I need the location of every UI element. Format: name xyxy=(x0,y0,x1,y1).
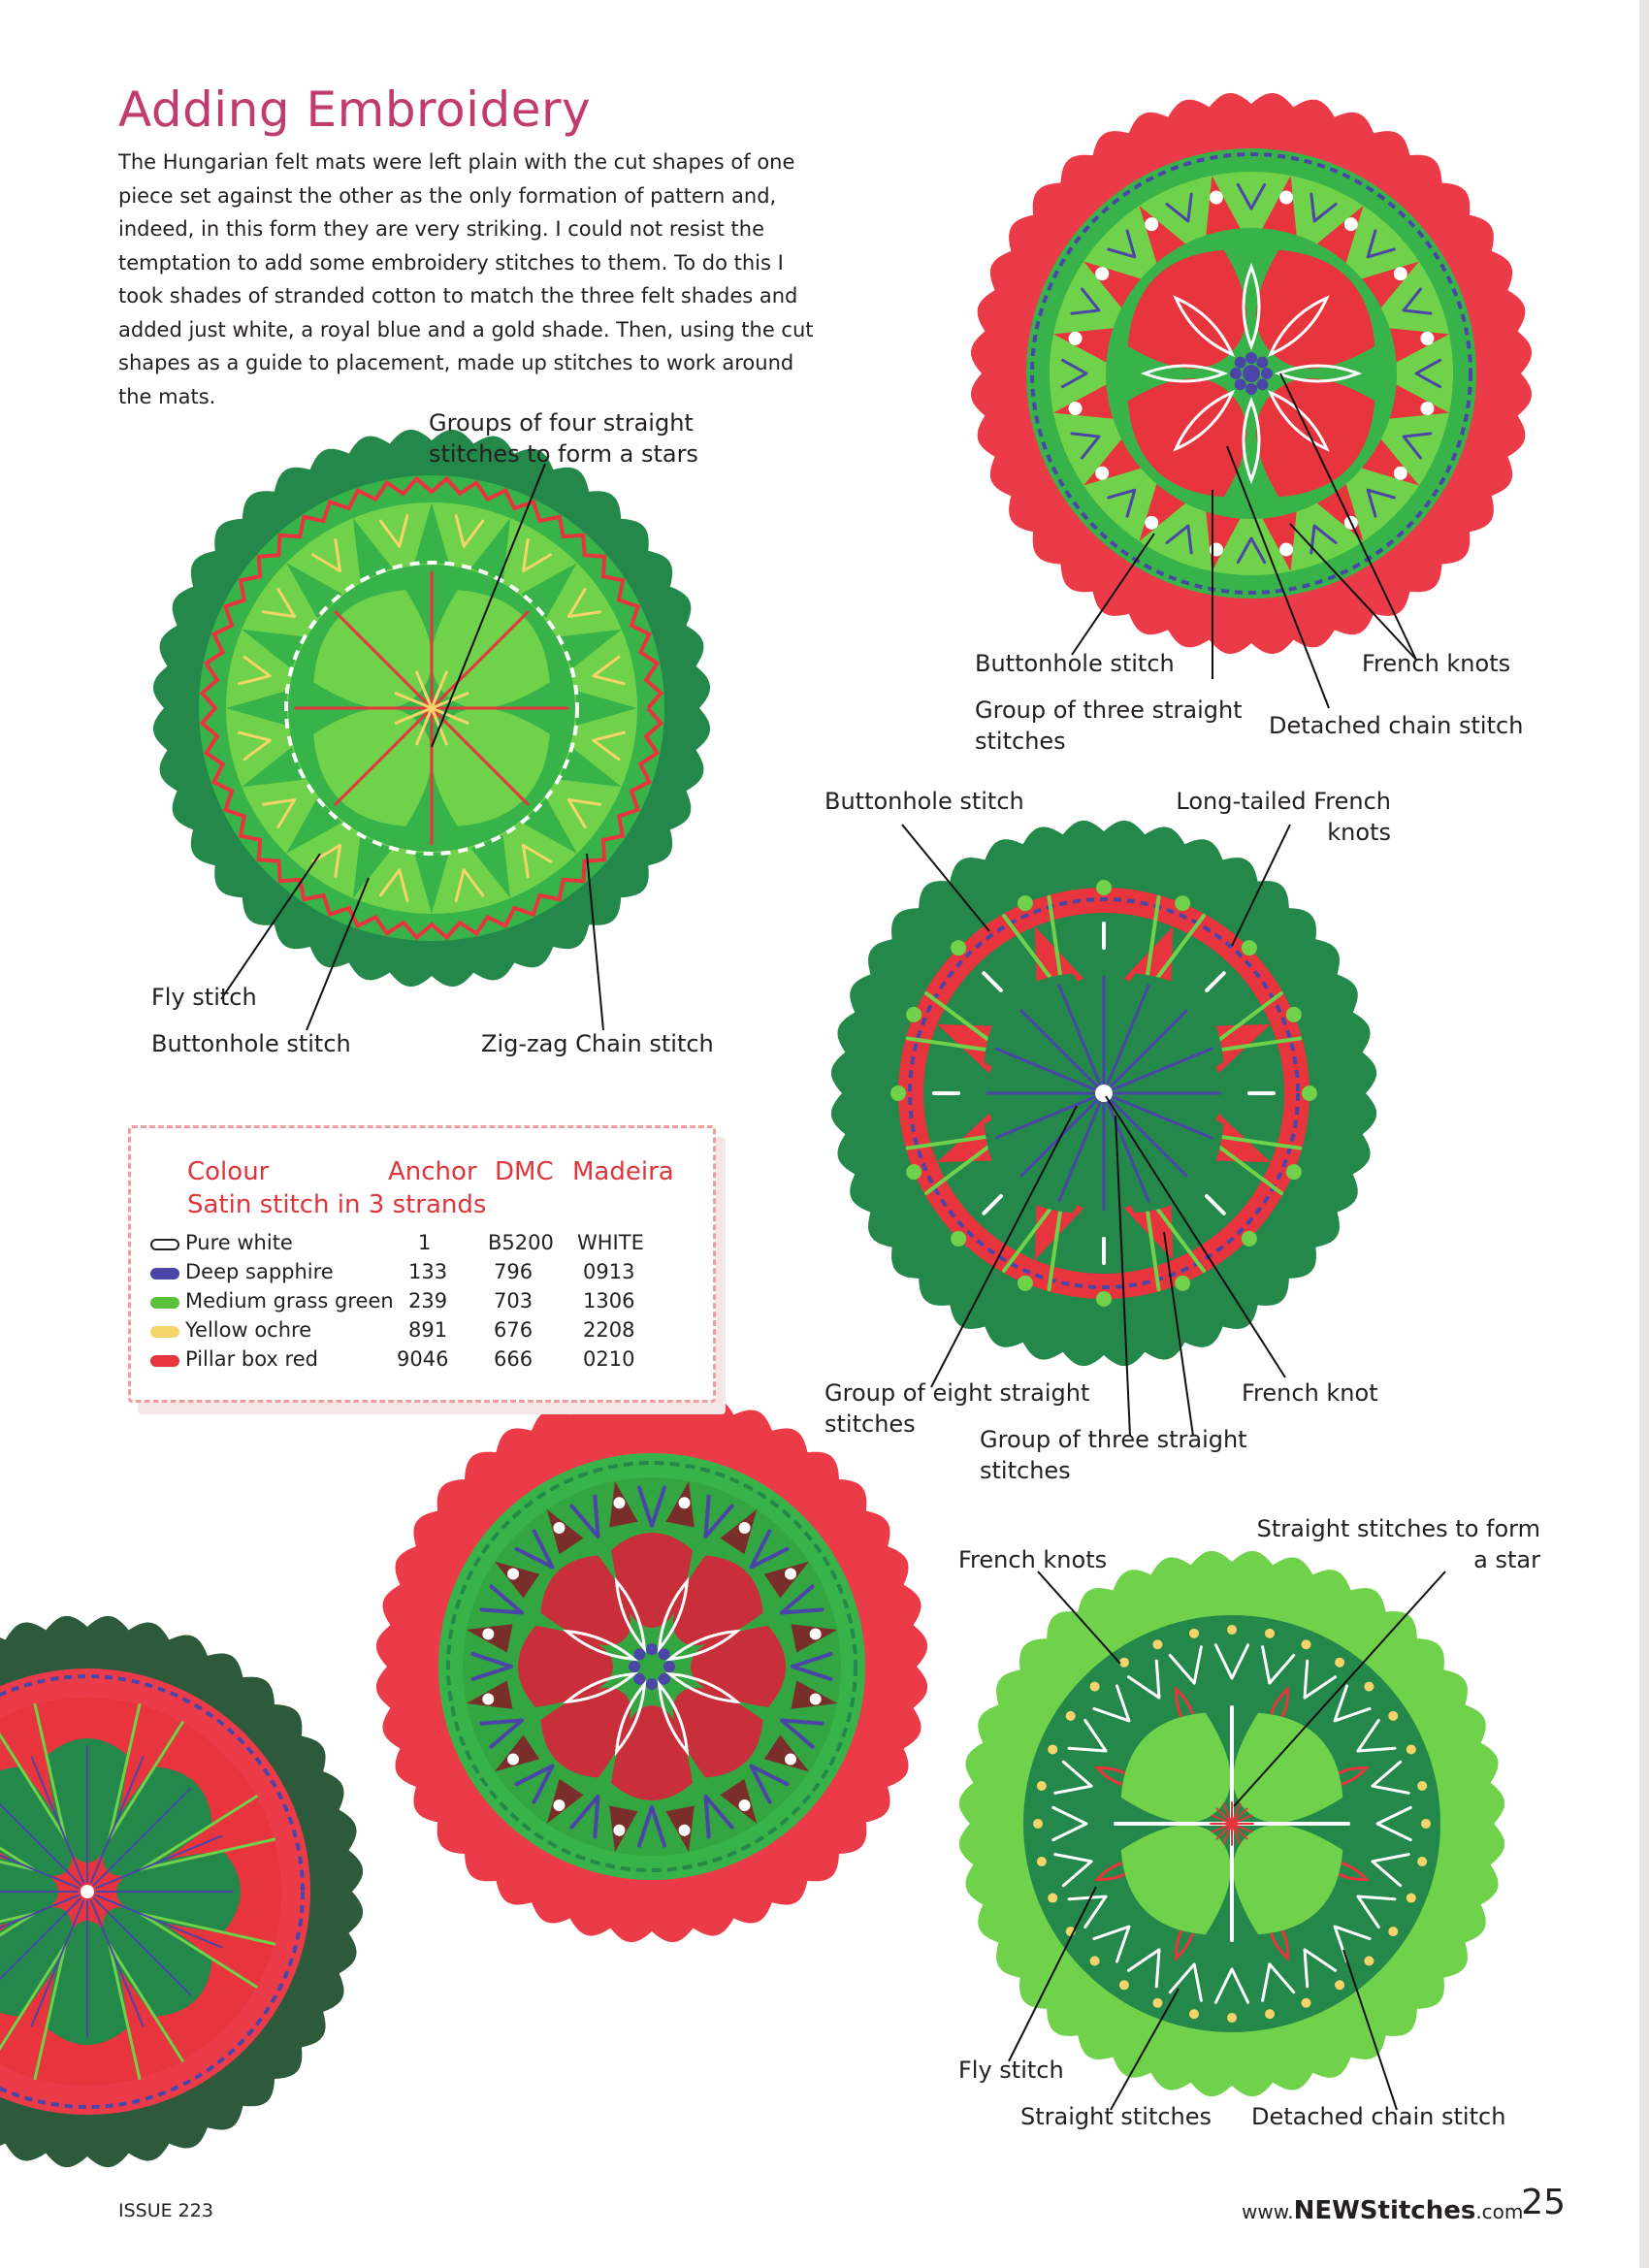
key-row xyxy=(150,1347,694,1377)
key-colour-name: Deep sapphire xyxy=(185,1260,334,1283)
key-anchor: 239 xyxy=(408,1289,448,1312)
french-knot xyxy=(1242,940,1257,956)
key-madeira: 2208 xyxy=(583,1318,635,1342)
french-knot xyxy=(1406,1744,1416,1754)
french-knot xyxy=(1335,1658,1344,1668)
french-knot xyxy=(1227,1625,1237,1635)
french-knot xyxy=(679,1825,691,1836)
key-madeira: WHITE xyxy=(577,1231,644,1254)
french-knot xyxy=(1420,402,1434,415)
website-suffix: .com xyxy=(1475,2200,1524,2223)
french-knot xyxy=(1145,516,1158,530)
french-knot xyxy=(1048,1744,1057,1754)
french-knot xyxy=(1335,1980,1344,1990)
french-knot xyxy=(1364,1682,1374,1692)
french-knot xyxy=(613,1497,625,1508)
french-knot xyxy=(1417,1857,1427,1866)
key-dmc: 676 xyxy=(494,1318,534,1342)
website-brand: NEWStitches xyxy=(1293,2196,1476,2225)
french-knot xyxy=(785,1568,796,1579)
french-knot xyxy=(1152,1639,1162,1649)
label-three-straight-3: Group of three straight stitches xyxy=(980,1426,1247,1484)
key-madeira: 1306 xyxy=(583,1289,635,1312)
french-knot xyxy=(1302,1085,1317,1101)
key-header-anchor: Anchor xyxy=(388,1157,477,1186)
french-knot xyxy=(1018,895,1033,911)
french-knot xyxy=(1265,1629,1275,1638)
french-knot-center xyxy=(1095,1085,1113,1102)
french-knot xyxy=(482,1628,494,1639)
french-knot xyxy=(553,1799,565,1811)
label-star-straight: Straight stitches to form a star xyxy=(1256,1515,1540,1573)
french-knot xyxy=(1388,1711,1398,1721)
center-knot xyxy=(1245,352,1257,364)
french-knot xyxy=(906,1164,922,1180)
swatch-yellow-ochre xyxy=(150,1326,179,1338)
label-buttonhole-1: Buttonhole stitch xyxy=(151,1030,351,1057)
french-knot xyxy=(810,1694,822,1705)
french-knot xyxy=(810,1628,822,1639)
french-knot xyxy=(1175,895,1190,911)
french-knot xyxy=(1095,467,1109,480)
center-knot xyxy=(1243,365,1260,382)
label-zigzag-chain: Zig-zag Chain stitch xyxy=(481,1030,714,1057)
key-colour-name: Medium grass green xyxy=(185,1289,394,1312)
swatch-deep-sapphire xyxy=(150,1268,179,1280)
french-knot xyxy=(1286,1007,1302,1022)
french-knot xyxy=(1242,1231,1257,1247)
center-knot xyxy=(1235,378,1246,390)
key-header-dmc: DMC xyxy=(495,1157,554,1186)
french-knot xyxy=(1279,542,1293,556)
center-knot xyxy=(1245,383,1257,395)
key-anchor: 9046 xyxy=(397,1347,449,1371)
french-knot xyxy=(1421,1819,1431,1829)
french-knot xyxy=(890,1085,906,1101)
french-knot xyxy=(1033,1819,1043,1829)
key-dmc: 703 xyxy=(494,1289,534,1312)
page-gutter xyxy=(1639,0,1649,2268)
label-straight-stitches-4: Straight stitches xyxy=(1020,2103,1212,2130)
french-knot xyxy=(1302,1639,1311,1649)
french-knot xyxy=(613,1825,625,1836)
website xyxy=(1242,2196,1523,2225)
french-knot xyxy=(1119,1658,1129,1668)
french-knot xyxy=(1175,1276,1190,1291)
french-knot xyxy=(1189,1629,1199,1638)
article-intro: The Hungarian felt mats were left plain with the cut shapes of one piece set against the other as the only formation of pattern and, indeed, in this form they are very striking. I could not resist the temptation to add some embroidery stitches to them. To do this I took shades of stranded cotton to match the three felt shades and added just white, a royal blue and a gold shade. Then, using the cut shapes as a guide to placement, made up stitches to work around the mats. xyxy=(118,150,814,408)
french-knot xyxy=(1189,2009,1199,2019)
key-header-madeira: Madeira xyxy=(572,1157,674,1186)
french-knot xyxy=(739,1799,751,1811)
label-french-knots-4: French knots xyxy=(958,1546,1108,1573)
key-dmc: 666 xyxy=(494,1347,534,1371)
key-dmc: B5200 xyxy=(488,1231,554,1254)
french-knot xyxy=(1145,217,1158,231)
french-knot xyxy=(1152,1998,1162,2008)
key-dmc: 796 xyxy=(494,1260,534,1283)
key-colour-name: Yellow ochre xyxy=(185,1318,312,1342)
label-eight-straight: Group of eight straight stitches xyxy=(824,1379,1090,1438)
french-knot xyxy=(1090,1956,1100,1965)
label-buttonhole-3: Buttonhole stitch xyxy=(824,788,1024,815)
center-knot xyxy=(1256,378,1268,390)
french-knot xyxy=(1210,191,1223,205)
label-groups-of-four: Groups of four straight stitches to form a stars xyxy=(429,409,698,468)
french-knot xyxy=(739,1522,751,1534)
key-row xyxy=(150,1318,694,1347)
french-knot xyxy=(1394,467,1407,480)
french-knot xyxy=(1364,1956,1374,1965)
label-buttonhole-2: Buttonhole stitch xyxy=(975,650,1175,677)
key-header-colour: Colour xyxy=(187,1157,270,1186)
center-knot xyxy=(646,1678,658,1690)
french-knot xyxy=(1265,2009,1275,2019)
french-knot xyxy=(906,1007,922,1022)
french-knot xyxy=(1090,1682,1100,1692)
center-knot xyxy=(629,1661,640,1672)
label-fly-stitch-1: Fly stitch xyxy=(151,984,257,1011)
article-heading: Adding Embroidery xyxy=(118,81,592,138)
french-knot xyxy=(1069,332,1083,345)
french-knot xyxy=(1394,267,1407,280)
center-knot xyxy=(1261,368,1273,379)
french-knot-center xyxy=(81,1885,94,1898)
french-knot xyxy=(1286,1164,1302,1180)
french-knot xyxy=(507,1568,519,1579)
label-french-knot-3: French knot xyxy=(1242,1379,1378,1407)
label-three-straight-2: Group of three straight stitches xyxy=(975,697,1243,755)
label-detached-chain-4: Detached chain stitch xyxy=(1251,2103,1506,2130)
page-number: 25 xyxy=(1521,2183,1566,2222)
french-knot xyxy=(1096,880,1112,895)
french-knot xyxy=(1095,267,1109,280)
french-knot xyxy=(1227,2013,1237,2023)
french-knot xyxy=(1119,1980,1129,1990)
thread-key xyxy=(128,1125,716,1403)
issue-number: ISSUE 223 xyxy=(118,2200,213,2221)
center-knot xyxy=(633,1648,645,1660)
label-detached-chain-2: Detached chain stitch xyxy=(1269,712,1524,739)
center-knot xyxy=(1256,357,1268,369)
french-knot xyxy=(1096,1291,1112,1307)
french-knot xyxy=(1344,217,1358,231)
french-knot xyxy=(951,940,966,956)
center-knot xyxy=(659,1648,670,1660)
key-madeira: 0210 xyxy=(583,1347,635,1371)
swatch-pillar-box-red xyxy=(150,1355,179,1367)
label-long-tailed-french: Long-tailed French knots xyxy=(1176,788,1391,846)
center-knot xyxy=(1235,357,1246,369)
french-knot xyxy=(1018,1276,1033,1291)
french-knot xyxy=(1420,332,1434,345)
french-knot xyxy=(507,1754,519,1766)
key-madeira: 0913 xyxy=(583,1260,635,1283)
french-knot xyxy=(679,1497,691,1508)
key-row xyxy=(150,1260,694,1289)
website-prefix: www. xyxy=(1242,2200,1294,2223)
french-knot xyxy=(553,1522,565,1534)
key-colour-name: Pillar box red xyxy=(185,1347,318,1371)
key-subheading: Satin stitch in 3 strands xyxy=(187,1190,487,1219)
center-knot xyxy=(1230,368,1242,379)
label-french-knots-2: French knots xyxy=(1362,650,1511,677)
french-knot xyxy=(482,1694,494,1705)
key-anchor: 1 xyxy=(418,1231,432,1254)
swatch-medium-grass-green xyxy=(150,1297,179,1309)
french-knot xyxy=(1417,1781,1427,1791)
swatch-pure-white xyxy=(150,1239,179,1250)
french-knot xyxy=(951,1231,966,1247)
french-knot xyxy=(785,1754,796,1766)
french-knot xyxy=(1066,1711,1076,1721)
french-knot xyxy=(1048,1894,1057,1903)
center-knot xyxy=(646,1643,658,1655)
key-anchor: 891 xyxy=(408,1318,448,1342)
center-knot xyxy=(663,1661,675,1672)
french-knot xyxy=(1388,1927,1398,1936)
center-knot xyxy=(659,1673,670,1685)
key-row xyxy=(150,1289,694,1318)
key-colour-name: Pure white xyxy=(185,1231,293,1254)
label-fly-stitch-4: Fly stitch xyxy=(958,2057,1064,2084)
center-knot xyxy=(633,1673,645,1685)
french-knot xyxy=(1069,402,1083,415)
french-knot xyxy=(1037,1781,1047,1791)
french-knot xyxy=(1406,1894,1416,1903)
key-anchor: 133 xyxy=(408,1260,448,1283)
french-knot xyxy=(1302,1998,1311,2008)
french-knot xyxy=(1037,1857,1047,1866)
french-knot xyxy=(1279,191,1293,205)
key-row xyxy=(150,1231,694,1260)
